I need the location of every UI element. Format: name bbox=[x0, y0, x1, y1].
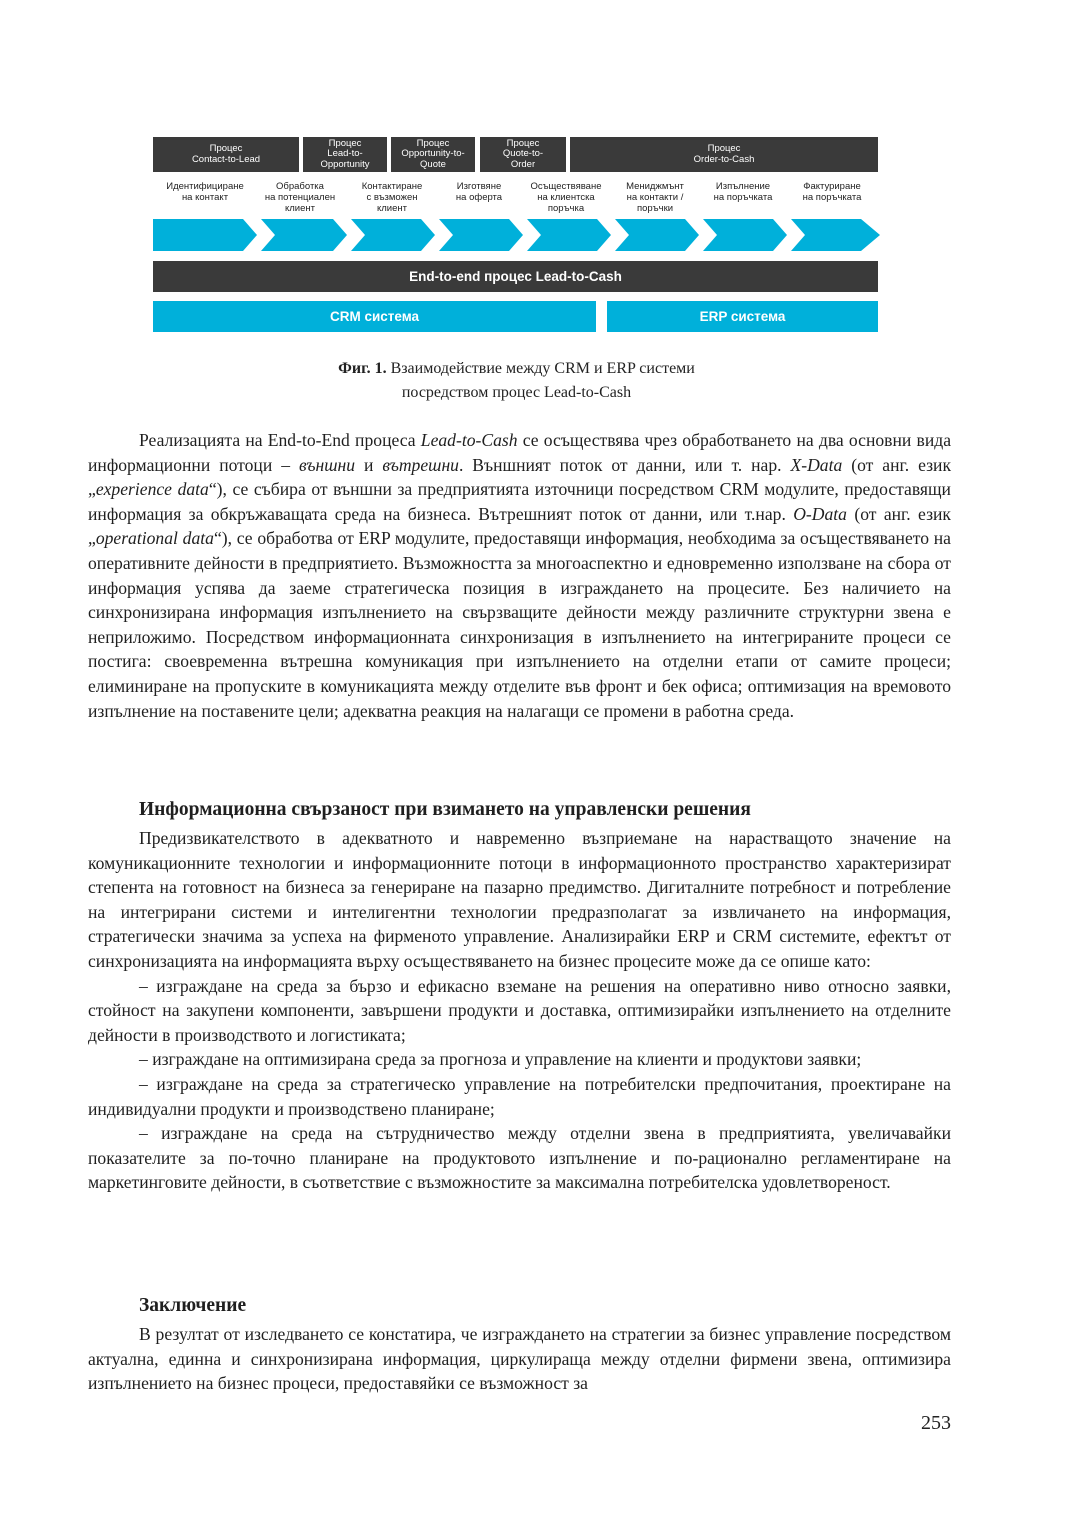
chevron-6 bbox=[615, 219, 699, 251]
chevron-5 bbox=[527, 219, 611, 251]
phase-label: Процес Quote-to- Order bbox=[502, 137, 544, 170]
phase-contact-to-lead bbox=[153, 137, 299, 172]
step-process-lead: Обработка на потенциален клиент bbox=[264, 181, 336, 214]
caption-line-2: посредством процес Lead-to-Cash bbox=[401, 384, 632, 401]
step-execute-order: Изпълнение на поръчката bbox=[713, 181, 773, 203]
step-place-order: Осъществяване на клиентска поръчка bbox=[530, 181, 602, 214]
caption-text-1: Взаимодействие между CRM и ERP системи bbox=[390, 360, 695, 377]
chevron-7 bbox=[703, 219, 787, 251]
phase-quote-to-order bbox=[480, 137, 566, 172]
chevron-1 bbox=[153, 219, 257, 251]
list-item: – изграждане на среда за бързо и ефикасно вземане на решения на оперативно ниво относно заявки, стойност на закупени компоненти, завършени продукти и доставка, оптимизирайки изпълнението на отделните дейности в производството и логистиката; bbox=[88, 975, 951, 1045]
step-prepare-quote: Изготвяне на оферта bbox=[455, 181, 503, 203]
paragraph-text: В резултат от изследването се констатира, че изграждането на стратегии за бизнес управление посредством актуална, единна и синхронизирана информация, циркулираща между отделни фирмени звена, оптимизира изпълнението на бизнес процеси, предоставяйки се възможност за bbox=[88, 1324, 951, 1394]
step-identify-contact: Идентифициране на контакт bbox=[166, 181, 244, 203]
end-to-end-process-bar: End-to-end процес Lead-to-Cash bbox=[153, 261, 878, 292]
chevron-8 bbox=[791, 219, 880, 251]
chevron-2 bbox=[261, 219, 347, 251]
process-chevrons bbox=[153, 219, 880, 251]
crm-system-bar: CRM система bbox=[153, 301, 596, 332]
erp-system-bar: ERP система bbox=[607, 301, 878, 332]
section-heading-information-connectivity: Информационна свързаност при взимането на управленски решения bbox=[139, 799, 751, 820]
phase-opportunity-to-quote bbox=[391, 137, 475, 172]
list-item: – изграждане на оптимизирана среда за прогноза и управление на клиенти и продуктови заявки; bbox=[139, 1049, 862, 1070]
figure-caption bbox=[153, 357, 880, 405]
phase-label: Процес Contact-to-Lead bbox=[191, 143, 261, 165]
list-item: – изграждане на среда за стратегическо управление на потребителски предпочитания, проектиране на индивидуални продукти и производствено планиране; bbox=[88, 1073, 951, 1119]
caption-label: Фиг. 1. bbox=[338, 360, 387, 377]
step-manage-contacts-orders: Мениджмънт на контакти / поръчки bbox=[626, 181, 684, 214]
phase-order-to-cash bbox=[570, 137, 878, 172]
phase-label: Процес Opportunity-to- Quote bbox=[401, 137, 465, 170]
paragraph-lead-to-cash: Реализацията на End-to-End процеса Lead-to-Cash се осъществява чрез обработването на два основни вида информационни потоци – външни и вътрешни. Външният поток от данни, или т. нар. X-Data (от анг. език „experience data“), се събира от външни за предприятията източници посредством CRM модулите, предоставящи информация за обкръжаващата среда на бизнеса. Вътрешният поток от данни, или т.нар. O-Data (от анг. език „operational data“), се обработва от ERP модулите, предоставящи информация, необходима за осъществяването на оперативните дейности в предприятието. Възможността за многоаспектно и едновременно използване на сбора от информация успява да заеме стратегическа позиция в изграждането на процесите. Без наличието на синхронизирана информация изпълнението на свързващите дейности между различните структурни звена е неприложимо. Посредством информационната синхронизация в изпълнението на интегрираните процеси се постига: своевременна вътрешна комуникация при изпълнението на отделни етапи от самите процеси; елиминиране на пропуските в комуникацията между отделите във фронт и бек офиса; оптимизация на времовото изпълнение на поставените цели; адекватна реакция на налагащи се промени в работна среда. bbox=[88, 430, 952, 721]
lead-to-cash-figure bbox=[153, 137, 880, 337]
chevron-3 bbox=[351, 219, 435, 251]
step-invoice-order: Фактуриране на поръчката bbox=[802, 181, 862, 203]
page-number: 253 bbox=[921, 1412, 951, 1434]
step-contact-prospect: Контактиране с възможен клиент bbox=[361, 181, 423, 214]
paragraph-conclusion bbox=[88, 1322, 951, 1396]
phase-label: Процес Order-to-Cash bbox=[693, 143, 755, 165]
phase-lead-to-opportunity bbox=[303, 137, 387, 172]
phase-label: Процес Lead-to- Opportunity bbox=[320, 137, 370, 170]
section-heading-conclusion: Заключение bbox=[139, 1295, 247, 1316]
paragraph-text: Предизвикателството в адекватното и навременно възприемане на нарастващото значение на комуникационните технологии и информационните потоци в информационното пространство характеризират степента на готовност на бизнеса за генериране на пазарно предимство. Дигиталните потребност и потребление на интегрирани системи и интелигентни технологии предразполагат за извличането на информация, стратегически значима за успеха на фирменото управление. Анализирайки ERP и CRM системите, ефектът от синхронизацията на информацията върху осъществяването на бизнес процесите може да се опише като: bbox=[88, 828, 951, 971]
caption-line-1 bbox=[153, 357, 880, 381]
list-item: – изграждане на среда на сътрудничество между отделни звена в предприятията, увеличавайки показателите за по-точно планиране на продуктовото изпълнение и по-рационално регламентиране на маркетинговите дейности, в съответствие с възможностите за максимална потребителска удовлетвореност. bbox=[88, 1123, 951, 1193]
chevron-4 bbox=[439, 219, 523, 251]
paragraph-challenge bbox=[88, 826, 951, 1195]
